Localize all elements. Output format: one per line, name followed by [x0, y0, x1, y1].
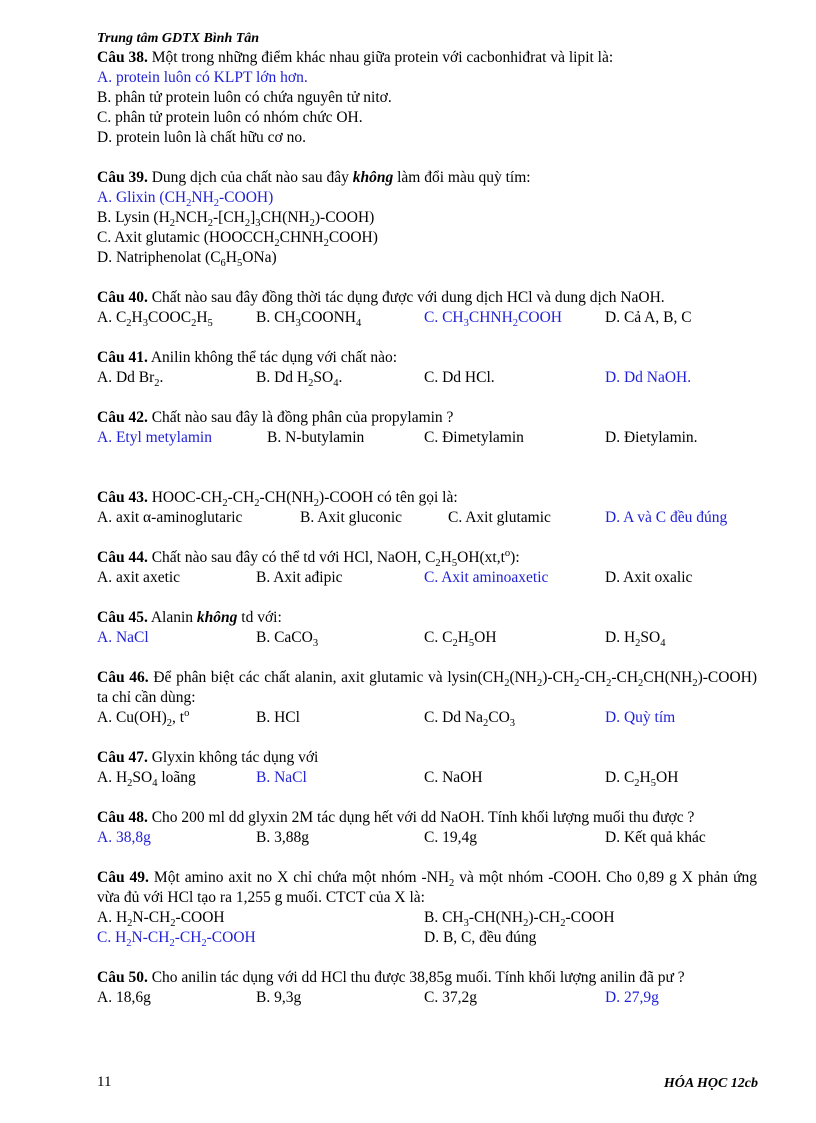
option-c: C. phân tử protein luôn có nhóm chức OH. — [97, 109, 363, 126]
question-number: Câu 47. — [97, 749, 148, 766]
option-d: D. B, C, đều đúng — [424, 929, 537, 946]
option-c: C. $H_2N-CH_2-CH_2$-COOH — [97, 929, 256, 950]
question-43 — [97, 488, 757, 528]
option-c: C. 19,4g — [424, 829, 477, 846]
option-c: C. Axit glutamic $(HOOCCH_2CHNH_2COOH)$ — [97, 229, 378, 250]
option-b: B. HCl — [256, 709, 300, 726]
question-number: Câu 43. — [97, 489, 148, 506]
question-stem: Anilin không thể tác dụng với chất nào: — [150, 349, 398, 366]
option-a: A. axit axetic — [97, 569, 181, 586]
option-c: C. NaOH — [424, 769, 483, 786]
page-header: Trung tâm GDTX Bình Tân — [97, 31, 260, 46]
question-47 — [97, 748, 757, 788]
option-a: A. NaCl — [97, 629, 149, 646]
option-d: D. Cả A, B, C — [605, 309, 692, 326]
option-c: C. Axit glutamic — [448, 509, 551, 526]
question-stem: Glyxin không tác dụng với — [151, 749, 319, 766]
question-number: Câu 38. — [97, 49, 148, 66]
question-41 — [97, 348, 757, 388]
option-b: B. Lysin $(H_2NCH_2-[CH_2]_3CH(NH_2)-COOH)$ — [97, 209, 375, 230]
question-stem: Cho 200 ml dd glyxin 2M tác dụng hết với dd NaOH. Tính khối lượng muối thu được ? — [151, 809, 695, 826]
question-stem: Một amino axit no X chỉ chứa một nhóm $-NH_2$ và một nhóm -COOH. Cho 0,89 g X phản ứng vừa đủ với HCl tạo ra 1,255 g muối. CTCT của X là: — [97, 869, 757, 906]
question-number: Câu 45. — [97, 609, 148, 626]
question-38 — [97, 48, 757, 148]
question-stem-emphasis: không — [352, 169, 394, 186]
question-number: Câu 48. — [97, 809, 148, 826]
option-c: C. $C_2H_5OH$ — [424, 629, 497, 650]
question-stem-pre: Alanin — [150, 609, 194, 626]
option-b: B. 9,3g — [256, 989, 302, 1006]
question-48 — [97, 808, 757, 848]
question-stem-emphasis: không — [196, 609, 238, 626]
option-a: A. 18,6g — [97, 989, 151, 1006]
option-a: A. $H_2N-CH_2$-COOH — [97, 909, 225, 930]
question-number: Câu 41. — [97, 349, 148, 366]
option-a: A. protein luôn có KLPT lớn hơn. — [97, 69, 308, 86]
option-d: D. Quỳ tím — [605, 709, 676, 726]
option-c: C. $CH_3CHNH_2COOH$ — [424, 309, 562, 330]
question-stem-pre: Dung dịch của chất nào sau đây — [151, 169, 349, 186]
option-b: B. NaCl — [256, 769, 307, 786]
question-stem-post: làm đổi màu quỳ tím: — [397, 169, 531, 186]
question-stem: Chất nào sau đây có thể td với HCl, NaOH, $C_2H_5OH(xt,t^o)$: — [151, 547, 520, 570]
question-46 — [97, 668, 757, 728]
question-40 — [97, 288, 757, 328]
question-49 — [97, 868, 757, 948]
option-d: D. $H_2SO_4$ — [605, 629, 666, 650]
question-stem: Chất nào sau đây đồng thời tác dụng được với dung dịch HCl và dung dịch NaOH. — [151, 289, 665, 306]
question-stem: Để phân biệt các chất alanin, axit glutamic và $lysin(CH_2(NH_2)-CH_2-CH_2-CH_2CH(NH_2)-COOH)$ ta chỉ cần dùng: — [97, 669, 758, 706]
question-44 — [97, 548, 757, 588]
page-number: 11 — [97, 1074, 112, 1090]
question-45 — [97, 608, 757, 648]
option-b: B. $CH_3-CH(NH_2)-CH_2$-COOH — [424, 909, 615, 930]
question-number: Câu 46. — [97, 669, 149, 686]
option-b: B. phân tử protein luôn có chứa nguyên tử nitơ. — [97, 89, 392, 106]
option-d: D. Axit oxalic — [605, 569, 693, 586]
option-d: D. Đietylamin. — [605, 429, 698, 446]
question-50 — [97, 968, 757, 1008]
option-a: A. axit α-aminoglutaric — [97, 509, 243, 526]
option-c: C. Dd $Na_2CO_3$ — [424, 709, 516, 730]
option-d: D. Dd NaOH. — [605, 369, 692, 386]
option-c: C. Đimetylamin — [424, 429, 524, 446]
option-a: A. Dd $Br_2$. — [97, 369, 164, 390]
option-d: D. 27,9g — [605, 989, 659, 1006]
question-stem: Cho anilin tác dụng với dd HCl thu được 38,85g muối. Tính khối lượng anilin đã pư ? — [151, 969, 685, 986]
option-d: D. Kết quả khác — [605, 829, 706, 846]
question-number: Câu 50. — [97, 969, 148, 986]
option-d: D. Natriphenolat $(C_6H_5ONa)$ — [97, 249, 277, 270]
option-b: B. 3,88g — [256, 829, 309, 846]
option-b: B. N-butylamin — [267, 429, 365, 446]
option-b: B. Axit gluconic — [300, 509, 403, 526]
question-number: Câu 39. — [97, 169, 148, 186]
question-stem: Chất nào sau đây là đồng phân của propylamin ? — [151, 409, 454, 426]
option-a: A. Etyl metylamin — [97, 429, 212, 446]
option-a: A. $C_2H_3COOC_2H_5$ — [97, 309, 213, 330]
option-d: D. A và C đều đúng — [605, 509, 728, 526]
question-stem-post: td với: — [241, 609, 282, 626]
option-a: A. $Cu(OH)_2$, $t^o$ — [97, 707, 190, 730]
option-c: C. Dd HCl. — [424, 369, 495, 386]
question-number: Câu 49. — [97, 869, 149, 886]
option-c: C. 37,2g — [424, 989, 477, 1006]
question-number: Câu 40. — [97, 289, 148, 306]
option-c: C. Axit aminoaxetic — [424, 569, 549, 586]
footer-subject: HÓA HỌC 12cb — [663, 1076, 758, 1091]
question-42 — [97, 408, 757, 448]
question-number: Câu 42. — [97, 409, 148, 426]
question-number: Câu 44. — [97, 549, 148, 566]
option-d: D. $C_2H_5OH$ — [605, 769, 679, 790]
question-39 — [97, 168, 757, 268]
question-list — [97, 48, 757, 1008]
question-stem: HOOC-$CH_2-CH_2-CH(NH_2)$-COOH có tên gọi là: — [151, 489, 458, 510]
option-b: B. Dd $H_2SO_4$. — [256, 369, 343, 390]
option-b: B. $CH_3COONH_4$ — [256, 309, 362, 330]
option-d: D. protein luôn là chất hữu cơ no. — [97, 129, 307, 146]
option-b: B. CaCO$_3$ — [256, 629, 319, 650]
option-b: B. Axit ađipic — [256, 569, 343, 586]
option-a: A. Glixin $(CH_2NH_2-COOH)$ — [97, 189, 274, 210]
option-a: A. $H_2SO_4$ loãng — [97, 769, 196, 790]
option-a: A. 38,8g — [97, 829, 151, 846]
question-stem: Một trong những điểm khác nhau giữa protein với cacbonhiđrat và lipit là: — [151, 49, 614, 66]
